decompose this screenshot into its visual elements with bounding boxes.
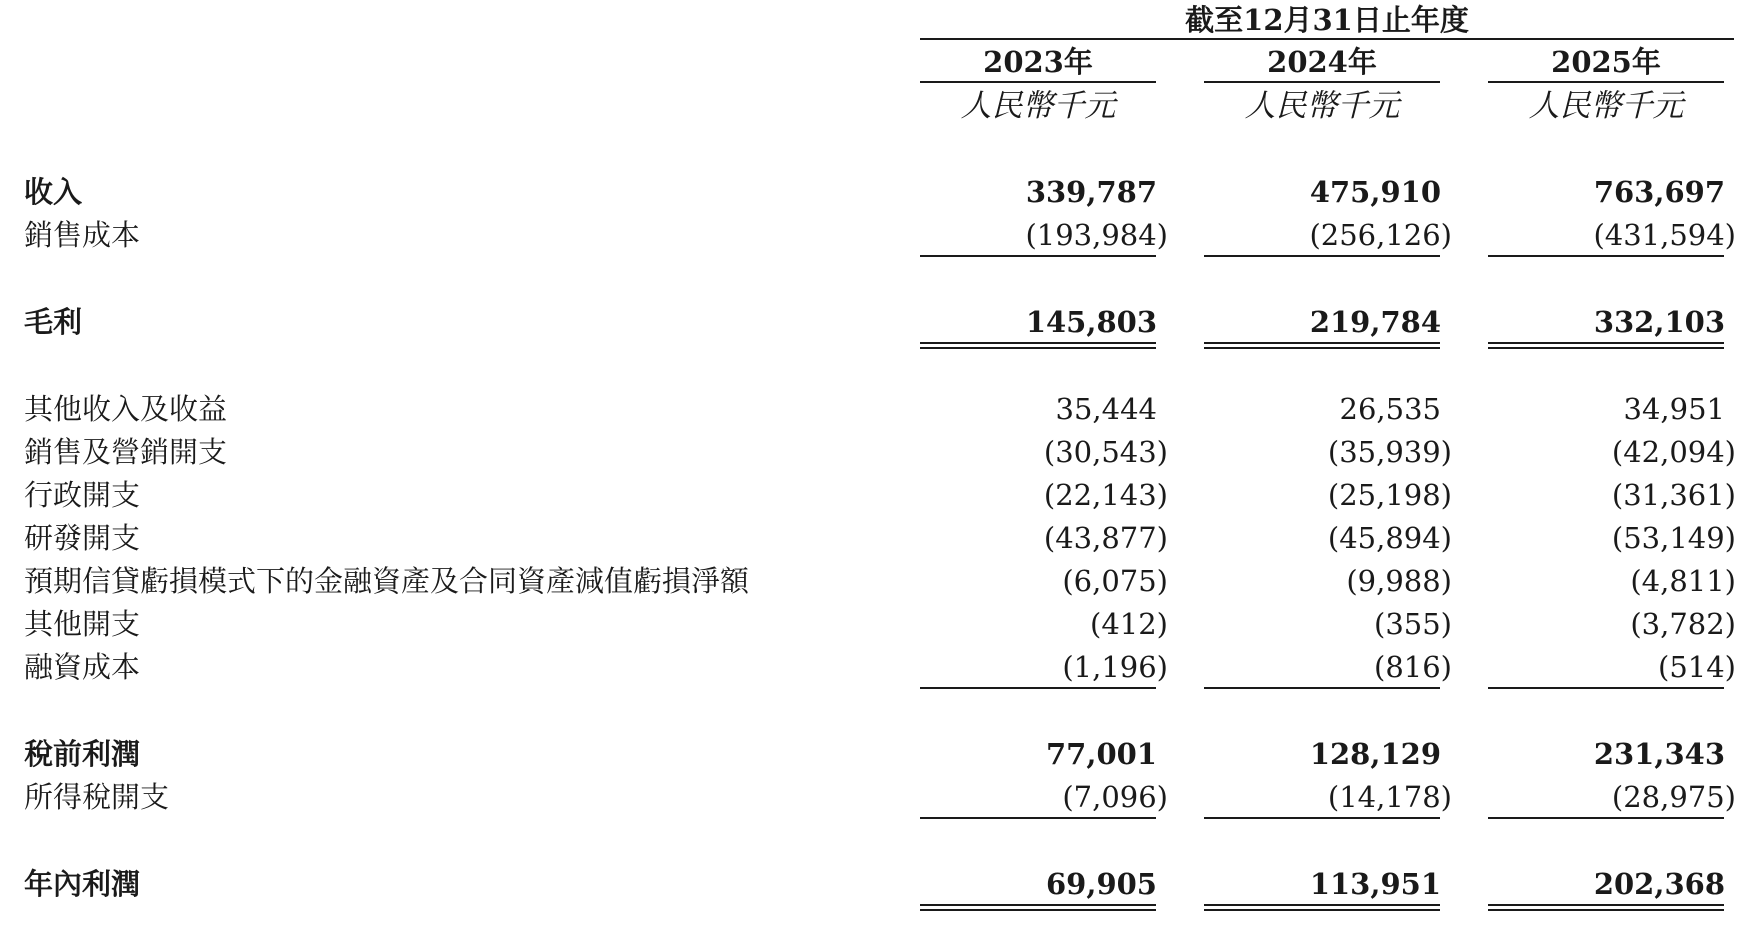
row-value: (43,877) (1043, 521, 1168, 555)
row-value: (4,811) (1630, 564, 1736, 598)
row-value: 219,784 (1309, 305, 1441, 339)
row-value: 332,103 (1593, 305, 1725, 339)
row-label: 其他開支 (24, 607, 141, 641)
row-value: 202,368 (1593, 867, 1725, 901)
year-underline (1488, 81, 1724, 83)
single-underline (1488, 687, 1724, 689)
double-underline (920, 904, 1156, 906)
row-value: 231,343 (1593, 737, 1725, 771)
period-header: 截至12月31日止年度 (1185, 3, 1469, 37)
row-label: 毛利 (24, 305, 83, 339)
year-header-2023: 2023年 (983, 45, 1093, 79)
single-underline (1204, 817, 1440, 819)
row-value: (3,782) (1630, 607, 1736, 641)
double-underline (1488, 342, 1724, 344)
row-value: 69,905 (1046, 867, 1157, 901)
row-label: 收入 (24, 175, 83, 209)
unit-label: 人民幣千元 (1528, 88, 1684, 124)
double-underline (1204, 904, 1440, 906)
row-value: (431,594) (1593, 218, 1736, 252)
single-underline (1488, 817, 1724, 819)
row-value: 475,910 (1309, 175, 1441, 209)
row-value: (42,094) (1611, 435, 1736, 469)
row-label: 預期信貸虧損模式下的金融資產及合同資產減值虧損淨額 (24, 564, 750, 598)
row-value: (193,984) (1025, 218, 1168, 252)
row-value: 113,951 (1309, 867, 1441, 901)
period-underline (920, 38, 1734, 40)
row-value: (22,143) (1043, 478, 1168, 512)
year-header-2024: 2024年 (1267, 45, 1377, 79)
single-underline (1488, 255, 1724, 257)
row-value: (25,198) (1327, 478, 1452, 512)
double-underline (1204, 342, 1440, 344)
unit-label: 人民幣千元 (1244, 88, 1400, 124)
year-underline (1204, 81, 1440, 83)
row-value: (256,126) (1309, 218, 1452, 252)
row-value: (53,149) (1611, 521, 1736, 555)
single-underline (1204, 687, 1440, 689)
row-label: 年內利潤 (24, 867, 141, 901)
row-value: (31,361) (1611, 478, 1736, 512)
row-value: (35,939) (1327, 435, 1452, 469)
row-value: 128,129 (1309, 737, 1441, 771)
row-value: (14,178) (1327, 780, 1452, 814)
unit-label: 人民幣千元 (960, 88, 1116, 124)
row-value: 77,001 (1046, 737, 1157, 771)
row-value: (30,543) (1043, 435, 1168, 469)
row-label: 稅前利潤 (24, 737, 141, 771)
row-value: (355) (1374, 607, 1452, 641)
row-label: 銷售及營銷開支 (24, 435, 228, 469)
row-value: (9,988) (1346, 564, 1452, 598)
row-value: 26,535 (1339, 392, 1441, 426)
row-value: (1,196) (1062, 650, 1168, 684)
row-value: (45,894) (1327, 521, 1452, 555)
row-label: 其他收入及收益 (24, 392, 228, 426)
row-value: 763,697 (1593, 175, 1725, 209)
row-value: 339,787 (1025, 175, 1157, 209)
double-underline (1488, 904, 1724, 906)
row-label: 融資成本 (24, 650, 141, 684)
row-value: (28,975) (1611, 780, 1736, 814)
row-value: (412) (1090, 607, 1168, 641)
row-label: 研發開支 (24, 521, 141, 555)
row-label: 行政開支 (24, 478, 141, 512)
single-underline (920, 687, 1156, 689)
row-value: (514) (1658, 650, 1736, 684)
row-label: 銷售成本 (24, 218, 141, 252)
single-underline (1204, 255, 1440, 257)
single-underline (920, 255, 1156, 257)
row-value: 35,444 (1055, 392, 1157, 426)
year-header-2025: 2025年 (1551, 45, 1661, 79)
row-label: 所得稅開支 (24, 780, 170, 814)
row-value: 145,803 (1025, 305, 1157, 339)
row-value: 34,951 (1623, 392, 1725, 426)
row-value: (816) (1374, 650, 1452, 684)
row-value: (6,075) (1062, 564, 1168, 598)
year-underline (920, 81, 1156, 83)
single-underline (920, 817, 1156, 819)
double-underline (920, 342, 1156, 344)
row-value: (7,096) (1062, 780, 1168, 814)
